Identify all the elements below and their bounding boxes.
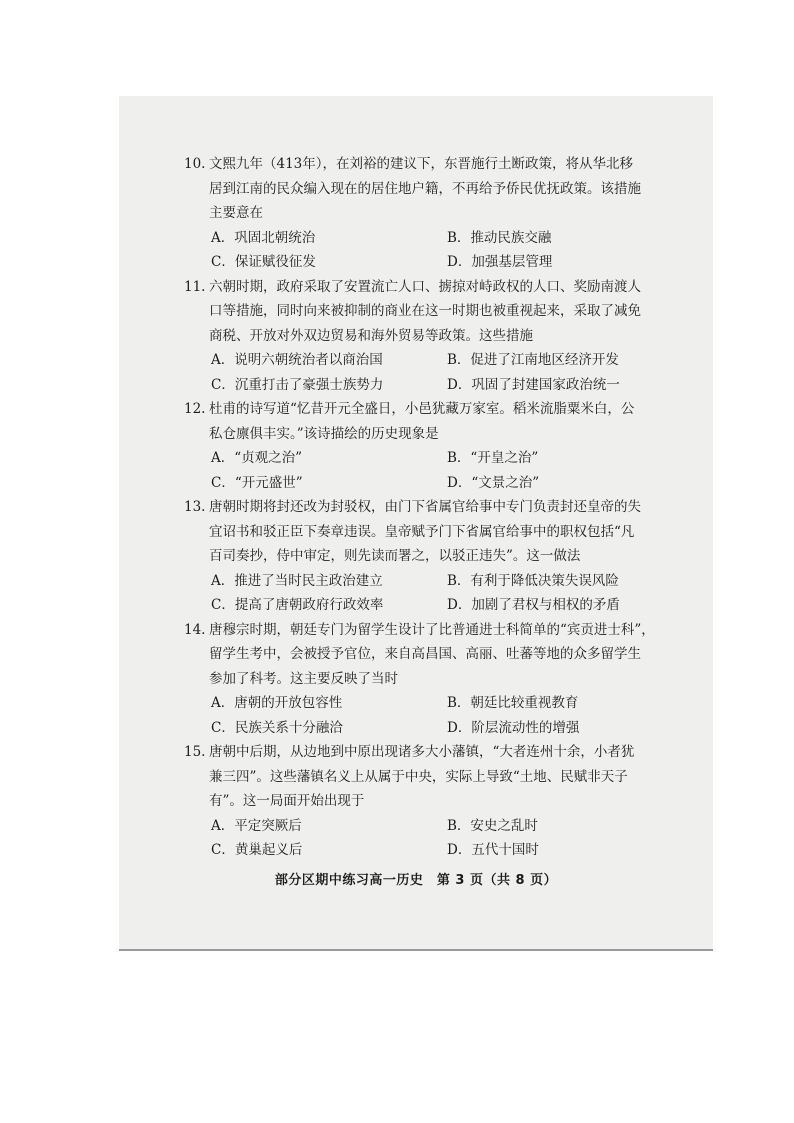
page-footer: 部分区期中练习高一历史 第 3 页（共 8 页）	[274, 873, 558, 888]
option-row	[209, 446, 679, 471]
question-stem-line	[209, 324, 679, 349]
answer-option: A．唐朝的开放包容性	[211, 695, 343, 711]
answer-option: A．推进了当时民主政治建立	[211, 572, 383, 589]
question-stem-line	[184, 275, 679, 300]
option-row	[209, 716, 679, 741]
question-stem-line	[209, 544, 679, 569]
answer-option: D．加剧了君权与相权的矛盾	[447, 597, 620, 613]
option-row	[209, 348, 679, 373]
question-14	[184, 618, 679, 741]
question-13	[184, 495, 679, 618]
question-stem-line	[209, 520, 679, 545]
option-row	[209, 471, 679, 496]
question-list	[184, 152, 679, 863]
answer-option: A．巩固北朝统治	[211, 229, 316, 246]
option-row	[209, 838, 679, 863]
option-row	[209, 569, 679, 594]
option-row	[209, 373, 679, 398]
answer-option: C．民族关系十分融洽	[211, 719, 343, 736]
option-row	[209, 250, 679, 275]
question-stem-line	[209, 201, 679, 226]
answer-option: B．“开皇之治”	[447, 450, 539, 466]
answer-option: D．加强基层管理	[447, 254, 553, 270]
question-stem-line	[184, 152, 679, 177]
answer-option: D．阶层流动性的增强	[447, 719, 580, 736]
answer-option: A．平定突厥后	[211, 817, 302, 834]
question-stem-text: 商税、开放对外双边贸易和海外贸易等政策。这些措施	[209, 327, 533, 344]
question-stem-text: 唐穆宗时期，朝廷专门为留学生设计了比普通进士科简单的“宾贡进士科”，	[209, 621, 655, 638]
question-stem-line	[184, 397, 679, 422]
question-number: 13.	[184, 499, 206, 515]
question-stem-text: 文熙九年（413年），在刘裕的建议下，东晋施行土断政策，将从华北移	[209, 156, 634, 172]
question-stem-text: 居到江南的民众编入现在的居住地户籍，不再给予侨民优抚政策。该措施	[209, 180, 641, 197]
question-11	[184, 275, 679, 398]
scanned-page	[119, 96, 713, 951]
answer-option: D．巩固了封建国家政治统一	[447, 376, 620, 393]
question-stem-text: 参加了科考。这主要反映了当时	[209, 670, 398, 687]
question-stem-text: 唐朝中后期，从边地到中原出现诸多大小藩镇，“大者连州十余，小者犹	[209, 744, 635, 760]
question-stem-text: 兼三四”。这些藩镇名义上从属于中央，实际上导致“土地、民赋非天子	[209, 768, 628, 785]
answer-option: B．促进了江南地区经济开发	[447, 352, 619, 368]
question-stem-text: 百司奏抄，侍中审定，则先读而署之，以驳正违失”。这一做法	[209, 548, 581, 564]
option-row	[209, 814, 679, 839]
question-stem-text: 唐朝时期将封还改为封驳权，由门下省属官给事中专门负责封还皇帝的失	[209, 499, 641, 515]
question-10	[184, 152, 679, 275]
answer-option: C．黄巢起义后	[211, 842, 303, 858]
answer-option: C．“开元盛世”	[211, 474, 303, 491]
question-stem-text: 主要意在	[209, 205, 263, 221]
answer-option: A．“贞观之治”	[211, 450, 303, 466]
question-stem-text: 有”。这一局面开始出现于	[209, 793, 365, 809]
answer-option: B．安史之乱时	[447, 817, 538, 834]
answer-option: D．五代十国时	[447, 842, 539, 858]
question-15	[184, 740, 679, 863]
question-stem-text: 六朝时期，政府采取了安置流亡人口、掳掠对峙政权的人口、奖励南渡人	[209, 278, 641, 295]
answer-option: C．提高了唐朝政府行政效率	[211, 597, 384, 613]
answer-option: B．推动民族交融	[447, 229, 552, 246]
question-stem-text: 口等措施，同时向来被抑制的商业在这一时期也被重视起来，采取了减免	[209, 303, 641, 319]
question-stem-line	[209, 667, 679, 692]
answer-option: C．保证赋役征发	[211, 254, 316, 270]
answer-option: C．沉重打击了豪强士族势力	[211, 376, 384, 393]
question-number: 10.	[184, 156, 206, 172]
question-stem-line	[184, 618, 679, 643]
question-stem-line	[209, 789, 679, 814]
question-stem-text: 杜甫的诗写道“忆昔开元全盛日，小邑犹藏万家室。稻米流脂粟米白，公	[209, 401, 635, 417]
question-stem-line	[209, 765, 679, 790]
question-number: 14.	[184, 621, 206, 638]
question-stem-line	[184, 740, 679, 765]
question-stem-text: 宜诏书和驳正臣下奏章违误。皇帝赋予门下省属官给事中的职权包括“凡	[209, 523, 635, 540]
answer-option: D．“文景之治”	[447, 474, 540, 491]
question-stem-line	[209, 299, 679, 324]
option-row	[209, 593, 679, 618]
question-number: 12.	[184, 401, 206, 417]
option-row	[209, 691, 679, 716]
answer-option: B．朝廷比较重视教育	[447, 695, 579, 711]
answer-option: A．说明六朝统治者以商治国	[211, 352, 383, 368]
question-stem-text: 留学生考中，会被授予官位，来自高昌国、高丽、吐蕃等地的众多留学生	[209, 646, 641, 662]
question-number: 15.	[184, 744, 206, 760]
question-12	[184, 397, 679, 495]
question-stem-line	[184, 495, 679, 520]
answer-option: B．有利于降低决策失误风险	[447, 572, 619, 589]
question-stem-line	[209, 177, 679, 202]
question-stem-line	[209, 642, 679, 667]
question-number: 11.	[184, 278, 206, 295]
question-stem-line	[209, 422, 679, 447]
question-stem-text: 私仓廪俱丰实。”该诗描绘的历史现象是	[209, 425, 439, 442]
option-row	[209, 226, 679, 251]
